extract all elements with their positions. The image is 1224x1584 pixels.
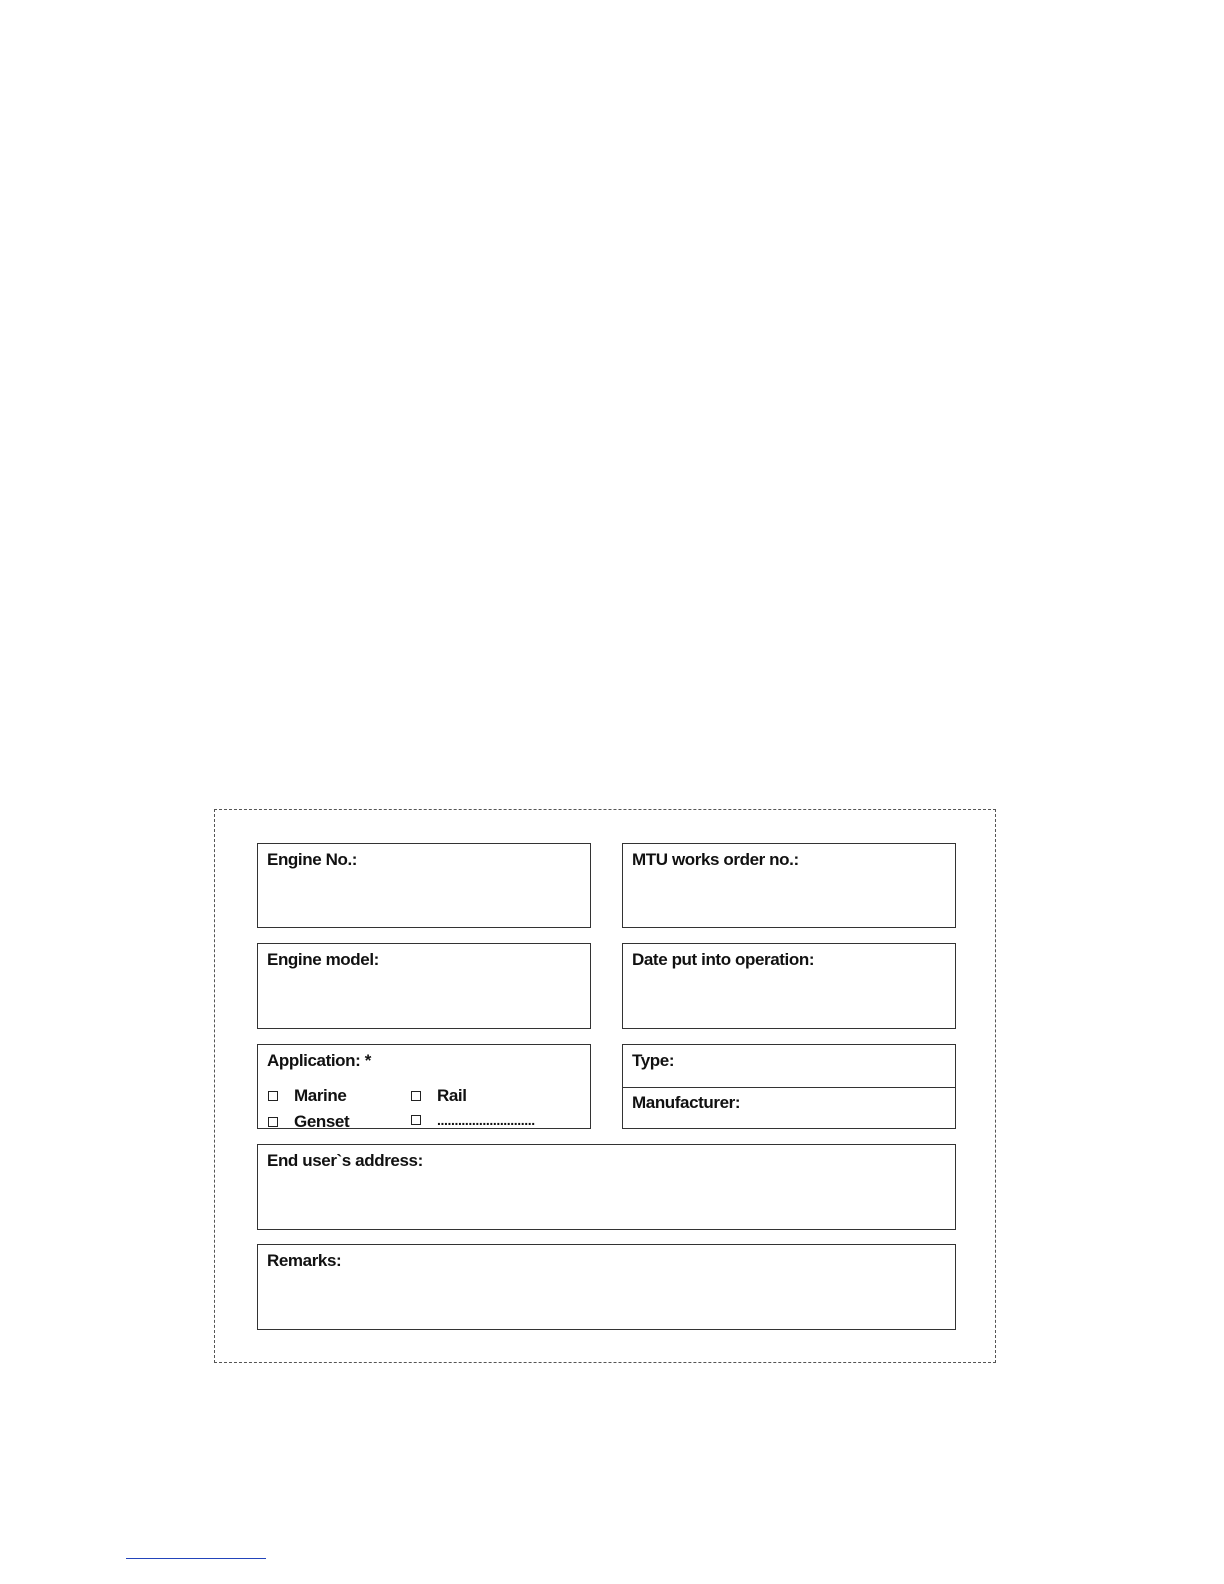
application-option-genset[interactable] [268, 1112, 349, 1132]
remarks-label: Remarks: [267, 1251, 342, 1270]
remarks-field[interactable] [257, 1244, 956, 1330]
genset-label: Genset [294, 1112, 350, 1131]
end-user-address-label: End user`s address: [267, 1151, 423, 1170]
mtu-works-order-field[interactable] [622, 843, 956, 928]
engine-model-label: Engine model: [267, 950, 379, 969]
application-option-other[interactable] [411, 1112, 535, 1128]
other-checkbox[interactable] [411, 1115, 421, 1125]
type-manufacturer-field[interactable] [622, 1044, 956, 1129]
rail-label: Rail [437, 1086, 467, 1105]
application-option-marine[interactable] [268, 1086, 346, 1106]
marine-label: Marine [294, 1086, 347, 1105]
rail-checkbox[interactable] [411, 1091, 421, 1101]
application-label: Application: * [267, 1051, 371, 1070]
engine-no-field[interactable] [257, 843, 591, 928]
date-put-into-operation-field[interactable] [622, 943, 956, 1029]
date-put-into-operation-label: Date put into operation: [632, 950, 815, 969]
end-user-address-field[interactable] [257, 1144, 956, 1230]
marine-checkbox[interactable] [268, 1091, 278, 1101]
other-application-blank: ............................ [437, 1112, 535, 1128]
mtu-works-order-label: MTU works order no.: [632, 850, 799, 869]
application-field [257, 1044, 591, 1129]
type-label: Type: [632, 1051, 675, 1070]
manufacturer-label: Manufacturer: [632, 1093, 741, 1112]
engine-no-label: Engine No.: [267, 850, 358, 869]
type-manufacturer-divider [623, 1087, 955, 1088]
genset-checkbox[interactable] [268, 1117, 278, 1127]
application-option-rail[interactable] [411, 1086, 467, 1106]
footnote-separator [126, 1558, 266, 1559]
engine-model-field[interactable] [257, 943, 591, 1029]
